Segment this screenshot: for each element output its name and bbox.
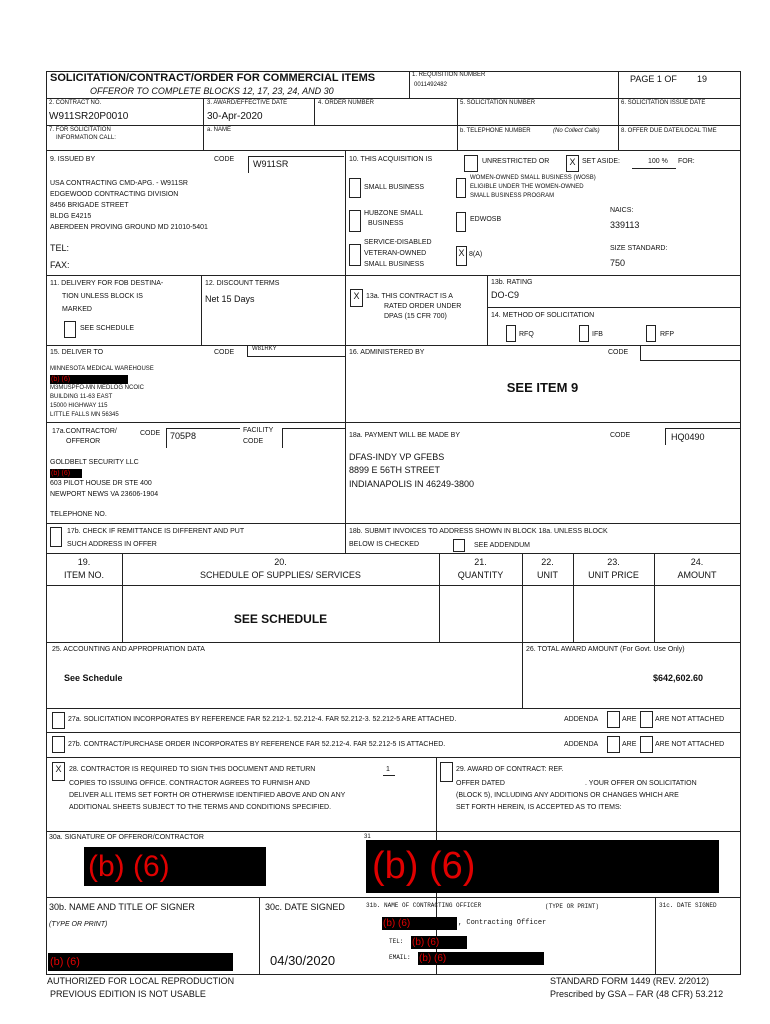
block28-label: 28. CONTRACTOR IS REQUIRED TO SIGN THIS DOCUMENT AND RETURN — [69, 766, 316, 773]
see-item-9: SEE ITEM 9 — [506, 380, 579, 395]
col-23-number: 23. — [607, 557, 620, 567]
wosb-checkbox[interactable] — [456, 178, 466, 198]
rated-order-checkbox[interactable]: X — [350, 289, 363, 307]
facility-label: FACILITY — [243, 427, 274, 434]
solicitation-number-label: 5. SOLICITATION NUMBER — [460, 100, 536, 106]
payment-label: 18a. PAYMENT WILL BE MADE BY — [349, 432, 460, 439]
block29-offer-dated: OFFER DATED — [456, 780, 505, 787]
deliver-to-line: M3MUSPFO-MN MEDLOG NCOIC — [50, 385, 145, 391]
deliver-to-label: 15. DELIVER TO — [50, 349, 104, 356]
hubzone-label-2: BUSINESS — [368, 220, 404, 227]
issued-by-line: 8456 BRIGADE STREET — [50, 202, 129, 209]
signer-name-redacted: (b) (6) — [48, 953, 233, 971]
col-24-number: 24. — [690, 557, 704, 567]
27b-checkbox[interactable] — [52, 736, 65, 753]
size-standard-label: SIZE STANDARD: — [610, 245, 668, 252]
block28-copies: 1 — [386, 766, 390, 773]
contract-no-label: 2. CONTRACT NO. — [49, 100, 102, 106]
contractor-address-2: NEWPORT NEWS VA 23606-1904 — [50, 491, 159, 498]
rated-order-label-2: RATED ORDER UNDER — [384, 303, 462, 310]
rfp-label: RFP — [660, 331, 674, 338]
rating-label: 13b. RATING — [491, 279, 533, 286]
requisition-number-label: 1. REQUISITION NUMBER — [412, 72, 486, 78]
block11-label-3: MARKED — [62, 306, 92, 313]
col-item-no: ITEM NO. — [64, 570, 104, 580]
block29-offer-text: . YOUR OFFER ON SOLICITATION — [585, 780, 697, 787]
offeror-signature-redacted: (b) (6) — [84, 847, 266, 886]
requisition-number-value: 0011492482 — [414, 82, 447, 88]
block28-line: COPIES TO ISSUING OFFICE. CONTRACTOR AGREES TO FURNISH AND — [69, 780, 310, 787]
payment-code-label: CODE — [610, 432, 631, 439]
submit-invoices-label-2: BELOW IS CHECKED — [349, 541, 420, 548]
block31a-label: 31 — [364, 834, 371, 840]
info-call-label: 7. FOR SOLICITATION — [49, 127, 111, 133]
see-addendum-label: SEE ADDENDUM — [474, 542, 531, 549]
size-standard-value: 750 — [610, 258, 626, 268]
small-business-label: SMALL BUSINESS — [364, 184, 425, 191]
27a-checkbox[interactable] — [52, 712, 65, 729]
issued-by-line: BLDG E4215 — [50, 213, 92, 220]
name-label: a. NAME — [207, 127, 232, 133]
27b-label: 27b. CONTRACT/PURCHASE ORDER INCORPORATES BY REFERENCE FAR 52.212-4. FAR 52.212-5 IS ATTACHED. — [68, 741, 446, 748]
contracting-officer-email-label: EMAIL: — [389, 954, 411, 961]
issued-by-label: 9. ISSUED BY — [50, 156, 96, 163]
wosb-label-2: ELIGIBLE UNDER THE WOMEN-OWNED — [470, 184, 584, 190]
small-business-checkbox[interactable] — [349, 178, 361, 198]
rated-order-label-3: DPAS (15 CFR 700) — [384, 313, 447, 320]
block11-label: 11. DELIVERY FOR FOB DESTINA- — [50, 280, 164, 287]
contracting-officer-name-label: 31b. NAME OF CONTRACTING OFFICER — [366, 902, 482, 909]
deliver-to-code-label: CODE — [214, 349, 235, 356]
contractor-label: 17a.CONTRACTOR/ — [52, 428, 117, 435]
contractor-telephone-label: TELEPHONE NO. — [50, 511, 107, 518]
remittance-label: 17b. CHECK IF REMITTANCE IS DIFFERENT AND PUT — [67, 528, 245, 535]
solicitation-date-label: 6. SOLICITATION ISSUE DATE — [621, 100, 706, 106]
contracting-officer-name-redacted: (b) (6) — [382, 917, 457, 930]
discount-terms-value: Net 15 Days — [205, 294, 255, 304]
method-label: 14. METHOD OF SOLICITATION — [491, 312, 595, 319]
block29-line: SET FORTH HEREIN, IS ACCEPTED AS TO ITEMS: — [456, 804, 622, 811]
redacted-block: (b) (6) — [50, 469, 82, 478]
issued-by-fax-label: FAX: — [50, 260, 70, 270]
remittance-label-2: SUCH ADDRESS IN OFFER — [67, 541, 157, 548]
form-title: SOLICITATION/CONTRACT/ORDER FOR COMMERCIAL ITEMS — [50, 72, 376, 84]
block29-label: 29. AWARD OF CONTRACT: REF. — [456, 766, 564, 773]
see-schedule-body: SEE SCHEDULE — [233, 612, 328, 626]
signer-name-label: 30b. NAME AND TITLE OF SIGNER — [49, 902, 195, 912]
deliver-to-line: 15000 HIGHWAY 115 — [50, 403, 108, 409]
contracting-officer-tel-redacted: (b) (6) — [411, 936, 467, 949]
accounting-value: See Schedule — [64, 673, 123, 683]
award-checkbox[interactable] — [440, 762, 453, 782]
issued-by-code: W911SR — [253, 159, 289, 169]
col-22-number: 22. — [541, 557, 554, 567]
col-unit: UNIT — [537, 570, 558, 580]
contractor-code: 705P8 — [170, 431, 197, 441]
col-supplies-services: SCHEDULE OF SUPPLIES/ SERVICES — [200, 570, 361, 580]
administered-by-label: 16. ADMINISTERED BY — [349, 349, 425, 356]
form-subtitle: OFFEROR TO COMPLETE BLOCKS 12, 17, 23, 24, AND 30 — [90, 86, 334, 96]
contract-no-value: W911SR20P0010 — [49, 111, 129, 122]
edwosb-label: EDWOSB — [470, 216, 502, 223]
col-20-number: 20. — [274, 557, 287, 567]
27b-are-not: ARE NOT ATTACHED — [655, 741, 725, 748]
col-quantity: QUANTITY — [457, 570, 504, 580]
contractor-label-2: OFFEROR — [66, 438, 101, 445]
deliver-to-line: BUILDING 11-63 EAST — [50, 394, 113, 400]
sdvosb-label-3: SMALL BUSINESS — [364, 261, 425, 268]
issued-by-tel-label: TEL: — [50, 243, 70, 253]
contractor-code-label: CODE — [140, 430, 161, 437]
rfp-checkbox[interactable] — [646, 325, 656, 342]
issued-by-line: ABERDEEN PROVING GROUND MD 21010-5401 — [50, 224, 208, 231]
27a-are-not: ARE NOT ATTACHED — [655, 716, 725, 723]
rating-value: DO-C9 — [491, 290, 520, 300]
contracting-officer-title: , Contracting Officer — [458, 919, 547, 927]
contractor-name: GOLDBELT SECURITY LLC — [50, 459, 139, 466]
page-total: 19 — [697, 74, 708, 84]
contracting-officer-name-note: (TYPE OR PRINT) — [545, 903, 600, 910]
page-label: PAGE 1 OF — [630, 74, 677, 84]
footer-previous-edition: PREVIOUS EDITION IS NOT USABLE — [50, 989, 206, 999]
payment-line: 8899 E 56TH STREET — [349, 465, 441, 475]
payment-line: DFAS-INDY VP GFEBS — [349, 452, 445, 462]
date-signed-value: 04/30/2020 — [270, 953, 336, 968]
27b-are-checkbox[interactable] — [607, 736, 620, 753]
remittance-checkbox[interactable] — [50, 527, 62, 547]
order-number-label: 4. ORDER NUMBER — [318, 100, 375, 106]
edwosb-checkbox[interactable] — [456, 212, 466, 232]
rated-order-label: 13a. THIS CONTRACT IS A — [366, 293, 453, 300]
issued-by-code-label: CODE — [214, 156, 235, 163]
col-unit-price: UNIT PRICE — [588, 570, 639, 580]
signer-name-note: (TYPE OR PRINT) — [49, 921, 108, 928]
administered-by-code-label: CODE — [608, 349, 629, 356]
ifb-checkbox[interactable] — [579, 325, 589, 342]
27a-addenda: ADDENDA — [564, 716, 599, 723]
award-date-label: 3. AWARD/EFFECTIVE DATE — [207, 100, 288, 106]
total-award-label: 26. TOTAL AWARD AMOUNT (For Govt. Use Only) — [526, 646, 685, 653]
wosb-label: WOMEN-OWNED SMALL BUSINESS (WOSB) — [470, 175, 596, 181]
col-amount: AMOUNT — [677, 570, 717, 580]
rfq-checkbox[interactable] — [506, 325, 516, 342]
facility-label-2: CODE — [243, 438, 264, 445]
deliver-to-line: MINNESOTA MEDICAL WAREHOUSE — [50, 366, 154, 372]
27b-are-not-checkbox[interactable] — [640, 736, 653, 753]
block28-line: ADDITIONAL SHEETS SUBJECT TO THE TERMS AND CONDITIONS SPECIFIED. — [69, 804, 332, 811]
contracting-officer-tel-label: TEL: — [389, 938, 404, 945]
offeror-signature-label: 30a. SIGNATURE OF OFFEROR/CONTRACTOR — [49, 834, 204, 841]
hubzone-checkbox[interactable] — [349, 210, 361, 232]
sdvosb-label: SERVICE-DISABLED — [364, 239, 432, 246]
footer-prescribed-by: Prescribed by GSA – FAR (48 CFR) 53.212 — [550, 989, 724, 999]
discount-terms-label: 12. DISCOUNT TERMS — [205, 280, 280, 287]
eight-a-checkbox[interactable]: X — [456, 246, 467, 266]
wosb-label-3: SMALL BUSINESS PROGRAM — [470, 193, 555, 199]
contracting-officer-signature-redacted: (b) (6) — [366, 840, 719, 893]
see-addendum-checkbox[interactable] — [453, 539, 465, 552]
27a-are-not-checkbox[interactable] — [640, 711, 653, 728]
27b-are: ARE — [622, 741, 637, 748]
ifb-label: IFB — [592, 331, 603, 338]
27a-are-checkbox[interactable] — [607, 711, 620, 728]
set-aside-label: SET ASIDE: — [582, 158, 620, 165]
contractor-address: 603 PILOT HOUSE DR STE 400 — [50, 480, 152, 487]
footer-authorized: AUTHORIZED FOR LOCAL REPRODUCTION — [47, 976, 235, 986]
27a-label: 27a. SOLICITATION INCORPORATES BY REFERENCE FAR 52.212-1. 52.212-4. FAR 52.212-3. 52.212-5 ARE ATTACHED. — [68, 716, 457, 723]
award-date-value: 30-Apr-2020 — [207, 111, 263, 122]
telephone-label: b. TELEPHONE NUMBER — [460, 128, 531, 134]
sdvosb-checkbox[interactable] — [349, 244, 361, 266]
contracting-officer-date-label: 31c. DATE SIGNED — [659, 902, 717, 909]
27a-are: ARE — [622, 716, 637, 723]
offer-due-label: 8. OFFER DUE DATE/LOCAL TIME — [621, 128, 717, 134]
sdvosb-label-2: VETERAN-OWNED — [364, 250, 427, 257]
unrestricted-label: UNRESTRICTED OR — [482, 158, 550, 165]
naics-label: NAICS: — [610, 207, 634, 214]
see-schedule-label: SEE SCHEDULE — [80, 325, 135, 332]
payment-line: INDIANAPOLIS IN 46249-3800 — [349, 479, 475, 489]
deliver-to-code: W81RKY — [252, 346, 277, 352]
total-award-value: $642,602.60 — [653, 673, 704, 683]
eight-a-label: 8(A) — [469, 251, 483, 258]
set-aside-percent: 100 % — [648, 158, 668, 165]
block28-line: DELIVER ALL ITEMS SET FORTH OR OTHERWISE IDENTIFIED ABOVE AND ON ANY — [69, 792, 346, 799]
hubzone-label: HUBZONE SMALL — [364, 210, 424, 217]
block29-line: (BLOCK 5), INCLUDING ANY ADDITIONS OR CHANGES WHICH ARE — [456, 792, 679, 799]
set-aside-for: FOR: — [678, 158, 695, 165]
contracting-officer-email-redacted: (b) (6) — [418, 952, 544, 965]
set-aside-checkbox[interactable]: X — [566, 155, 579, 172]
col-19-number: 19. — [77, 557, 91, 567]
block11-label-2: TION UNLESS BLOCK IS — [62, 293, 143, 300]
issued-by-line: USA CONTRACTING CMD-APG. - W911SR — [50, 180, 188, 187]
deliver-to-line: LITTLE FALLS MN 56345 — [50, 412, 119, 418]
see-schedule-checkbox[interactable] — [64, 321, 76, 338]
date-signed-label: 30c. DATE SIGNED — [265, 902, 345, 912]
col-21-number: 21. — [474, 557, 487, 567]
submit-invoices-label: 18b. SUBMIT INVOICES TO ADDRESS SHOWN IN BLOCK 18a. UNLESS BLOCK — [349, 528, 608, 535]
info-call-label-2: INFORMATION CALL: — [56, 135, 116, 141]
rfq-label: RFQ — [519, 331, 534, 338]
payment-code: HQ0490 — [671, 432, 705, 442]
accounting-label: 25. ACCOUNTING AND APPROPRIATION DATA — [52, 646, 205, 653]
telephone-note: (No Collect Calls) — [553, 128, 600, 134]
issued-by-line: EDGEWOOD CONTRACTING DIVISION — [50, 191, 179, 198]
redacted-block: (b) (6) — [50, 375, 128, 384]
contractor-sign-checkbox[interactable]: X — [52, 762, 65, 781]
27b-addenda: ADDENDA — [564, 741, 599, 748]
footer-form-number: STANDARD FORM 1449 (REV. 2/2012) — [550, 976, 710, 986]
unrestricted-checkbox[interactable] — [464, 155, 478, 172]
acquisition-label: 10. THIS ACQUISITION IS — [349, 156, 433, 163]
naics-value: 339113 — [610, 220, 640, 230]
